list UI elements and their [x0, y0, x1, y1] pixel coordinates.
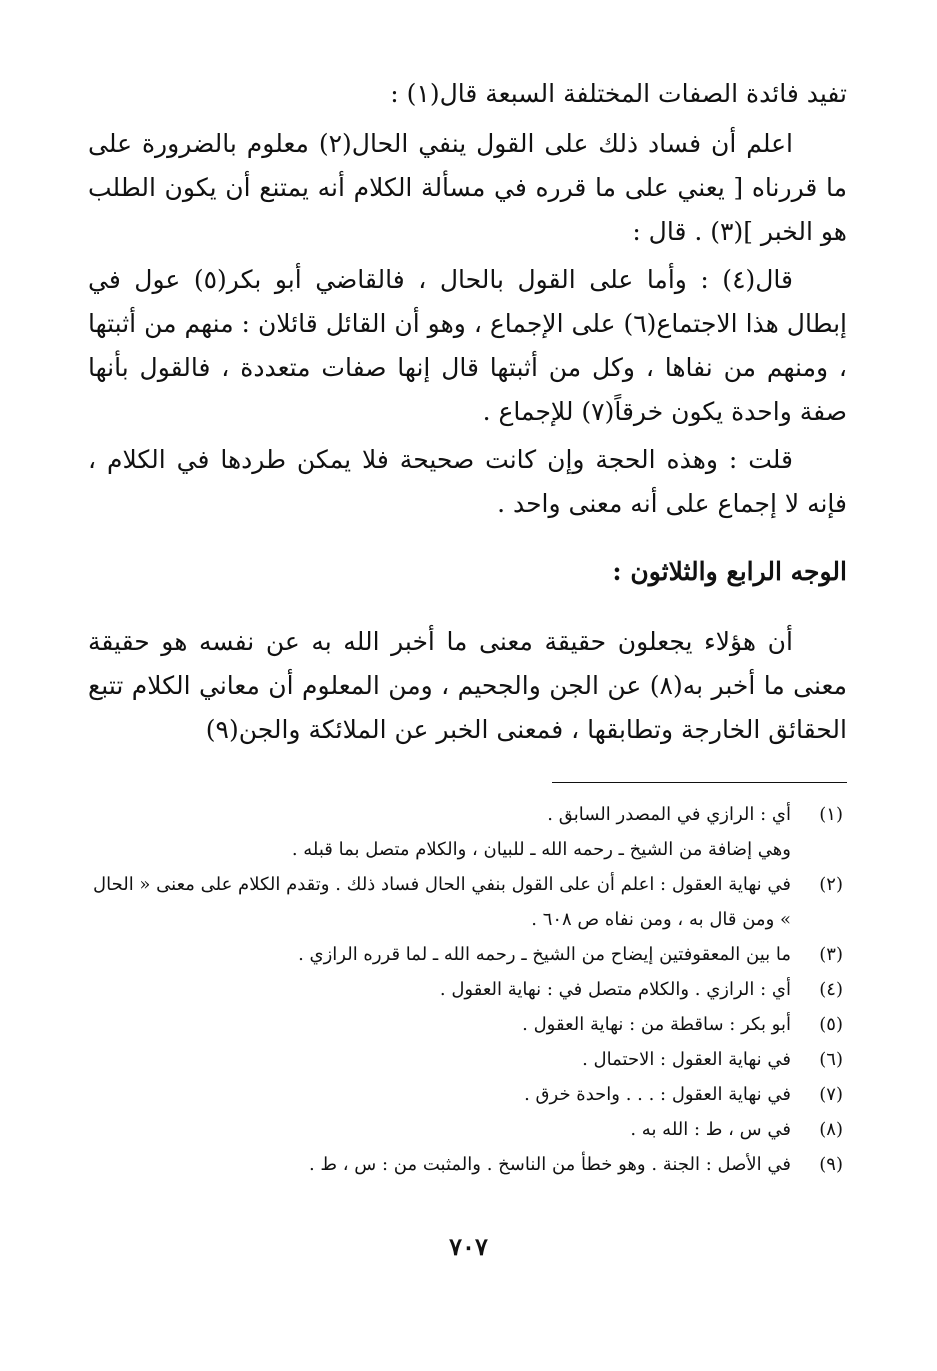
footnotes — [88, 797, 847, 1182]
footnote-text: في نهاية العقول : الاحتمال . — [582, 1049, 791, 1070]
paragraph-1: اعلم أن فساد ذلك على القول ينفي الحال(٢) معلوم بالضرورة على ما قررناه [ يعني على ما قرره في مسألة الكلام أنه يمتنع أن يكون الطلب هو الخبر ](٣) . قال : — [88, 129, 847, 246]
page-number: ٧٠٧ — [449, 1232, 488, 1261]
paragraph-4: أن هؤلاء يجعلون حقيقة معنى ما أخبر الله به عن نفسه هو حقيقة معنى ما أخبر به(٨) عن الجن والجحيم ، ومن المعلوم أن معاني الكلام تتبع الحقائق الخارجة وتطابقها ، فمعنى الخبر عن الملائكة والجن(٩) — [88, 627, 847, 744]
footnote-item — [88, 1077, 843, 1112]
footnote-item — [88, 937, 843, 972]
intro-line: تفيد فائدة الصفات المختلفة السبعة قال(١) : — [390, 79, 847, 108]
footnote-number: (١) — [819, 804, 843, 825]
footnote-number: (٢) — [819, 874, 843, 895]
footnote-divider — [552, 782, 847, 783]
footnote-number: (٥) — [819, 1014, 843, 1035]
footnote-item — [88, 867, 843, 937]
footnote-item — [88, 972, 843, 1007]
main-text — [88, 70, 847, 752]
footnote-item — [88, 1112, 843, 1147]
footnote-number: (٧) — [819, 1084, 843, 1105]
footnote-number: (٤) — [819, 979, 843, 1000]
footnote-text: في نهاية العقول : . . . واحدة خرق . — [524, 1084, 791, 1105]
footnote-number: (٣) — [819, 944, 843, 965]
footnote-text: في الأصل : الجنة . وهو خطأ من الناسخ . والمثبت من : س ، ط . — [308, 1154, 791, 1175]
footnote-text: ما بين المعقوفتين إيضاح من الشيخ ـ رحمه الله ـ لما قرره الرازي . — [298, 944, 791, 965]
footnote-continuation: وهي إضافة من الشيخ ـ رحمه الله ـ للبيان ، والكلام متصل بما قبله . — [291, 839, 791, 860]
footnote-text: أبو بكر : ساقطة من : نهاية العقول . — [522, 1014, 791, 1035]
footnote-text: في نهاية العقول : اعلم أن على القول بنفي الحال فساد ذلك . وتقدم الكلام على معنى « الحال » ومن قال به ، ومن نفاه ص ٦٠٨ . — [93, 874, 791, 930]
footnote-item — [88, 1007, 843, 1042]
footnote-text: في س ، ط : الله به . — [630, 1119, 791, 1140]
footnote-number: (٨) — [819, 1119, 843, 1140]
paragraph-3: قلت : وهذه الحجة وإن كانت صحيحة فلا يمكن طردها في الكلام ، فإنه لا إجماع على أنه معنى واحد . — [88, 445, 847, 518]
footnote-number: (٩) — [819, 1154, 843, 1175]
paragraph-2: قال(٤) : وأما على القول بالحال ، فالقاضي أبو بكر(٥) عول في إبطال هذا الاجتماع(٦) على الإجماع ، وهو أن القائل قائلان : منهم من أثبتها ، ومنهم من نفاها ، وكل من أثبتها قال إنها صفات متعددة ، فالقول بأنها صفة واحدة يكون خرقاً(٧) للإجماع . — [88, 265, 847, 426]
section-heading: الوجه الرابع والثلاثون : — [612, 557, 847, 586]
footnote-item — [88, 1147, 843, 1182]
footnote-item — [88, 1042, 843, 1077]
footnote-item — [88, 797, 843, 832]
footnote-text: أي : الرازي في المصدر السابق . — [547, 804, 791, 825]
footnote-number: (٦) — [819, 1049, 843, 1070]
footnote-text: أي : الرازي . والكلام متصل في : نهاية العقول . — [439, 979, 791, 1000]
